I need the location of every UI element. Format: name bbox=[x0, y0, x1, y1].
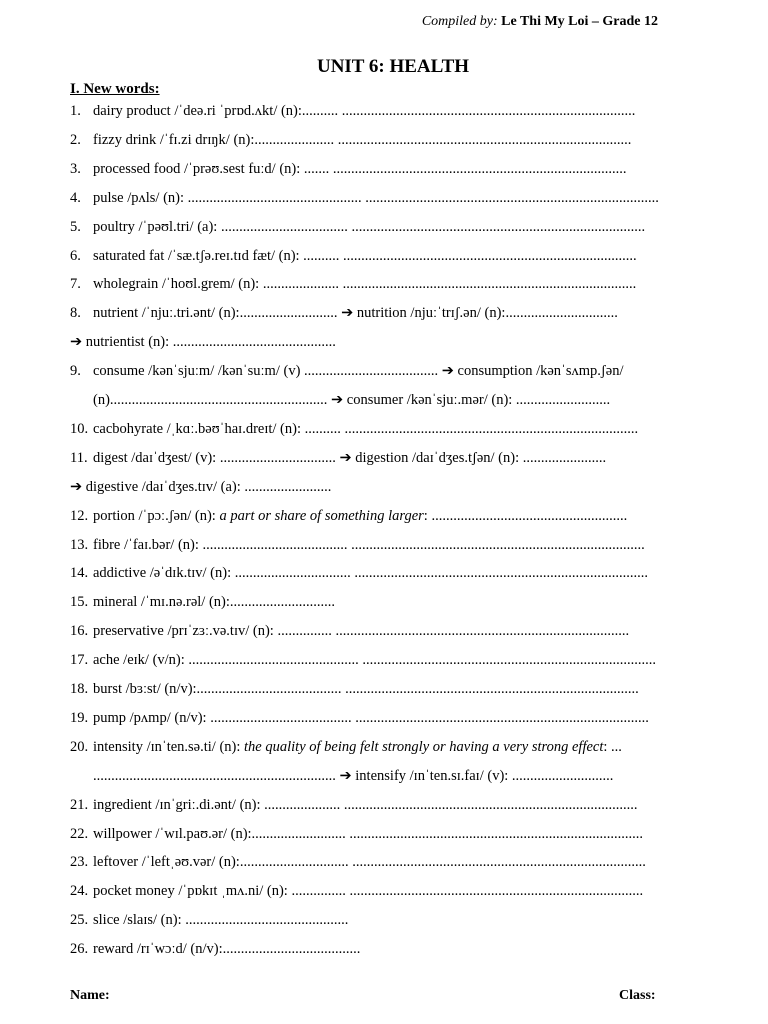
vocab-item bbox=[70, 737, 692, 757]
item-text: pocket money /ˈpɒkɪt ˌmʌ.ni/ (n): ............... ................................................................................. bbox=[93, 883, 644, 900]
item-text: ingredient /ɪnˈgriː.di.ənt/ (n): ..................... ................................................................................. bbox=[93, 796, 638, 813]
item-number: 19. bbox=[70, 709, 89, 726]
item-text: ache /eɪk/ (v/n): ............................................... ................................................................................. bbox=[93, 652, 657, 669]
page-title: UNIT 6: HEALTH bbox=[316, 56, 470, 77]
item-number: 5. bbox=[70, 218, 81, 235]
item-definition: a part or share of something larger bbox=[219, 507, 424, 524]
item-number: 2. bbox=[70, 131, 81, 148]
vocab-item bbox=[70, 824, 692, 844]
item-number: 12. bbox=[70, 507, 89, 524]
item-number: 10. bbox=[70, 420, 89, 437]
item-text: preservative /prɪˈzɜː.və.tɪv/ (n): ............... ................................................................................. bbox=[93, 623, 630, 640]
item-text: reward /rɪˈwɔːd/ (n/v):...................................... bbox=[93, 941, 361, 958]
vocab-item bbox=[70, 506, 692, 526]
vocab-item bbox=[70, 101, 692, 121]
item-number: 17. bbox=[70, 652, 89, 669]
item-number: 16. bbox=[70, 623, 89, 640]
vocab-item bbox=[70, 679, 692, 699]
vocab-item bbox=[70, 852, 692, 872]
vocab-continuation-line bbox=[93, 766, 692, 786]
vocab-item bbox=[70, 130, 692, 150]
item-text: ................................................................... ➔ intensify /ɪnˈten.sɪ.faɪ/ (v): ............................ bbox=[93, 767, 614, 784]
item-text: addictive /əˈdɪk.tɪv/ (n): ................................ ................................................................................. bbox=[93, 565, 648, 582]
vocab-item bbox=[70, 881, 692, 901]
vocab-continuation-line bbox=[70, 477, 692, 497]
item-number: 18. bbox=[70, 681, 89, 697]
vocab-continuation-line bbox=[93, 390, 692, 410]
author-name: Le Thi My Loi – Grade 12 bbox=[501, 14, 658, 29]
item-number: 14. bbox=[70, 565, 89, 582]
vocab-item bbox=[70, 361, 692, 381]
item-text: slice /slaɪs/ (n): ............................................. bbox=[93, 912, 349, 929]
item-number: 26. bbox=[70, 941, 89, 958]
compiled-by-header bbox=[422, 14, 658, 30]
item-text: digest /daɪˈdʒest/ (v): ................................ ➔ digestion /daɪˈdʒes.tʃən/ (n): ....................... bbox=[93, 449, 607, 466]
item-text: mineral /ˈmɪ.nə.rəl/ (n):............................. bbox=[93, 594, 336, 611]
item-text: poultry /ˈpəʊl.tri/ (a): ................................... ................................................................................. bbox=[93, 218, 646, 235]
vocab-continuation-line bbox=[70, 332, 692, 352]
item-blank: : ...................................................... bbox=[423, 507, 628, 524]
item-text: nutrient /ˈnjuː.tri.ənt/ (n):........................... ➔ nutrition /njuːˈtrɪʃ.ən/ (n):............................... bbox=[93, 305, 618, 322]
item-number: 24. bbox=[70, 883, 89, 900]
vocab-item bbox=[70, 217, 692, 237]
item-blank: : ... bbox=[603, 738, 622, 755]
item-number: 11. bbox=[70, 449, 88, 466]
item-text: intensity /ɪnˈten.sə.ti/ (n): bbox=[93, 738, 245, 755]
item-text: cacbohyrate /ˌkɑː.bəʊˈhaɪ.dreɪt/ (n): .......... ................................................................................. bbox=[93, 420, 639, 437]
item-text: fizzy drink /ˈfɪ.zi drɪŋk/ (n):...................... ................................................................................. bbox=[93, 131, 632, 148]
item-definition: the quality of being felt strongly or having a very strong effect bbox=[244, 738, 604, 755]
item-text: (n)............................................................ ➔ consumer /kənˈsjuː.mər/ (n): .......................... bbox=[93, 392, 611, 408]
vocab-item bbox=[70, 621, 692, 641]
item-text: consume /kənˈsjuːm/ /kənˈsuːm/ (v) ..................................... ➔ consumption /kənˈsʌmp.ʃən/ bbox=[93, 363, 624, 380]
item-text: portion /ˈpɔː.ʃən/ (n): bbox=[93, 507, 220, 524]
item-text: pump /pʌmp/ (n/v): ....................................... ................................................................................. bbox=[93, 709, 649, 726]
item-number: 25. bbox=[70, 912, 89, 929]
vocab-item bbox=[70, 563, 692, 583]
class-label: Class: bbox=[619, 988, 656, 1003]
name-label: Name: bbox=[70, 988, 110, 1003]
item-number: 8. bbox=[70, 305, 81, 322]
vocab-item bbox=[70, 303, 692, 323]
vocab-item bbox=[70, 795, 692, 815]
vocab-item bbox=[70, 708, 692, 728]
item-number: 7. bbox=[70, 276, 81, 293]
vocab-item bbox=[70, 448, 692, 468]
vocab-item bbox=[70, 159, 692, 179]
item-text: wholegrain /ˈhoʊl.grem/ (n): ..................... ................................................................................. bbox=[93, 276, 637, 293]
vocab-item bbox=[70, 939, 692, 959]
item-number: 1. bbox=[70, 103, 81, 119]
item-text: willpower /ˈwɪl.paʊ.ər/ (n):.......................... ................................................................................. bbox=[93, 825, 644, 842]
vocab-item bbox=[70, 910, 692, 930]
vocab-item bbox=[70, 535, 692, 555]
item-text: pulse /pʌls/ (n): ................................................ ................................................................................. bbox=[93, 189, 659, 206]
item-text: dairy product /ˈdeə.ri ˈprɒd.ʌkt/ (n):.......... ................................................................................. bbox=[93, 103, 636, 119]
item-number: 20. bbox=[70, 738, 89, 755]
item-text: fibre /ˈfaɪ.bər/ (n): ........................................ ................................................................................. bbox=[93, 536, 645, 553]
vocab-item bbox=[70, 592, 692, 612]
item-number: 6. bbox=[70, 247, 81, 264]
item-text: saturated fat /ˈsæ.tʃə.reɪ.tɪd fæt/ (n): .......... ................................................................................. bbox=[93, 247, 637, 264]
vocab-item bbox=[70, 188, 692, 208]
vocab-item bbox=[70, 419, 692, 439]
vocab-item bbox=[70, 650, 692, 670]
item-text: ➔ digestive /daɪˈdʒes.tɪv/ (a): ........................ bbox=[70, 478, 332, 495]
item-number: 21. bbox=[70, 796, 89, 813]
compiled-by-label: Compiled by: bbox=[421, 14, 498, 29]
item-text: burst /bɜːst/ (n/v):........................................ ................................................................................. bbox=[93, 681, 639, 697]
item-number: 3. bbox=[70, 160, 81, 177]
item-text: processed food /ˈprəʊ.sest fuːd/ (n): ....... ................................................................................. bbox=[93, 160, 627, 177]
item-text: leftover /ˈleftˌəʊ.vər/ (n):.............................. ................................................................................. bbox=[93, 854, 646, 871]
item-number: 22. bbox=[70, 825, 89, 842]
item-number: 4. bbox=[70, 189, 81, 206]
item-number: 15. bbox=[70, 594, 89, 611]
section-title: I. New words: bbox=[70, 81, 160, 97]
vocab-item bbox=[70, 246, 692, 266]
item-number: 23. bbox=[70, 854, 89, 871]
item-number: 13. bbox=[70, 536, 89, 553]
vocab-item bbox=[70, 274, 692, 294]
item-text: ➔ nutrientist (n): ............................................. bbox=[70, 334, 336, 351]
item-number: 9. bbox=[70, 363, 81, 380]
